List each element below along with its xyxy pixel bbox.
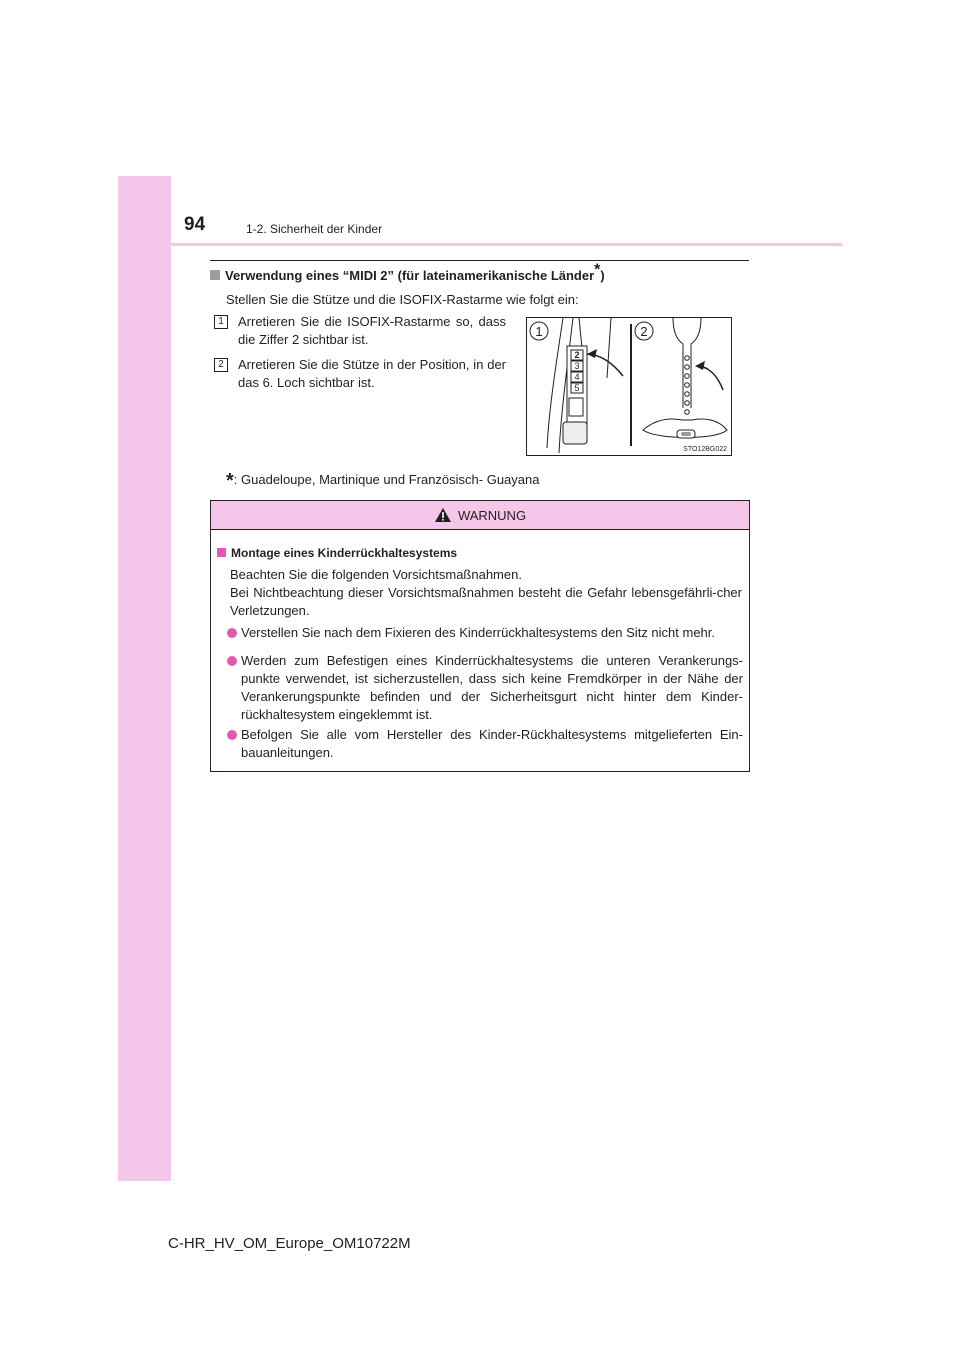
step-text-2: Arretieren Sie die Stütze in der Position, in der das 6. Loch sichtbar ist. (238, 357, 506, 390)
scale-digit-3: 3 (574, 361, 580, 371)
step-2 (214, 356, 514, 392)
footnote (226, 470, 539, 493)
illustration-svg (527, 318, 731, 455)
warning-bullet-3 (227, 726, 743, 762)
footnote-text: : Guadeloupe, Martinique und Französisch- Guayana (233, 472, 540, 487)
warning-triangle-icon (434, 507, 452, 523)
page-side-tab (118, 176, 171, 1181)
warning-bullet-2 (227, 652, 743, 724)
section-heading (210, 261, 605, 283)
warning-bullet-text-3: Befolgen Sie alle vom Hersteller des Kinder-Rückhaltesystems mitgelieferten Ein-bauanleitungen. (241, 727, 743, 760)
page-number: 94 (184, 214, 206, 235)
scale-digit-2: 2 (574, 350, 580, 360)
warning-title: WARNUNG (457, 507, 527, 523)
step-number-2: 2 (214, 358, 228, 372)
warning-text-2: Bei Nichtbeachtung dieser Vorsichtsmaßnahmen besteht die Gefahr lebensgefährli-cher Verletzungen. (230, 585, 742, 618)
warning-header (211, 501, 749, 530)
warning-heading (217, 546, 457, 560)
warning-heading-text: Montage eines Kinderrückhaltesystems (231, 546, 458, 560)
section-heading-text: Verwendung eines “MIDI 2” (für lateinamerikanische Länder (225, 268, 595, 283)
section-intro: Stellen Sie die Stütze und die ISOFIX-Rastarme wie folgt ein: (226, 292, 579, 307)
footnote-marker: * (594, 261, 601, 279)
figure-code: STO12BG022 (683, 446, 727, 453)
bullet-dot-icon (227, 730, 237, 740)
section-divider (210, 260, 749, 261)
footnote-star: * (226, 470, 234, 492)
step-1 (214, 313, 514, 349)
header-rule (118, 243, 842, 246)
bullet-dot-icon (227, 628, 237, 638)
isofix-illustration (526, 317, 732, 456)
document-code-footer: C-HR_HV_OM_Europe_OM10722M (168, 1235, 411, 1252)
figure-label-2: 2 (640, 324, 648, 339)
figure-label-1: 1 (535, 324, 543, 339)
bullet-dot-icon (227, 656, 237, 666)
chapter-title: 1-2. Sicherheit der Kinder (246, 222, 383, 236)
section-heading-close: ) (600, 268, 605, 283)
scale-digit-5: 5 (574, 383, 580, 393)
step-text-1: Arretieren Sie die ISOFIX-Rastarme so, dass die Ziffer 2 sichtbar ist. (238, 314, 506, 347)
step-number-1: 1 (214, 315, 228, 329)
square-bullet-icon (210, 270, 220, 280)
scale-digit-4: 4 (574, 372, 580, 382)
square-bullet-icon (217, 548, 226, 557)
warning-text-1: Beachten Sie die folgenden Vorsichtsmaßnahmen. (230, 567, 522, 582)
warning-box (210, 500, 750, 772)
warning-bullet-1 (227, 624, 743, 642)
warning-bullet-text-2: Werden zum Befestigen eines Kinderrückhaltesystems die unteren Verankerungs-punkte verwendet, ist sicherzustellen, dass sich keine Fremdkörper in der Nähe der Verankerungspunkte befinden und der Sicherheitsgurt nicht hinter dem Kinder-rückhaltesystem eingeklemmt ist. (241, 653, 743, 722)
warning-bullet-text-1: Verstellen Sie nach dem Fixieren des Kinderrückhaltesystems den Sitz nicht mehr. (241, 625, 716, 640)
